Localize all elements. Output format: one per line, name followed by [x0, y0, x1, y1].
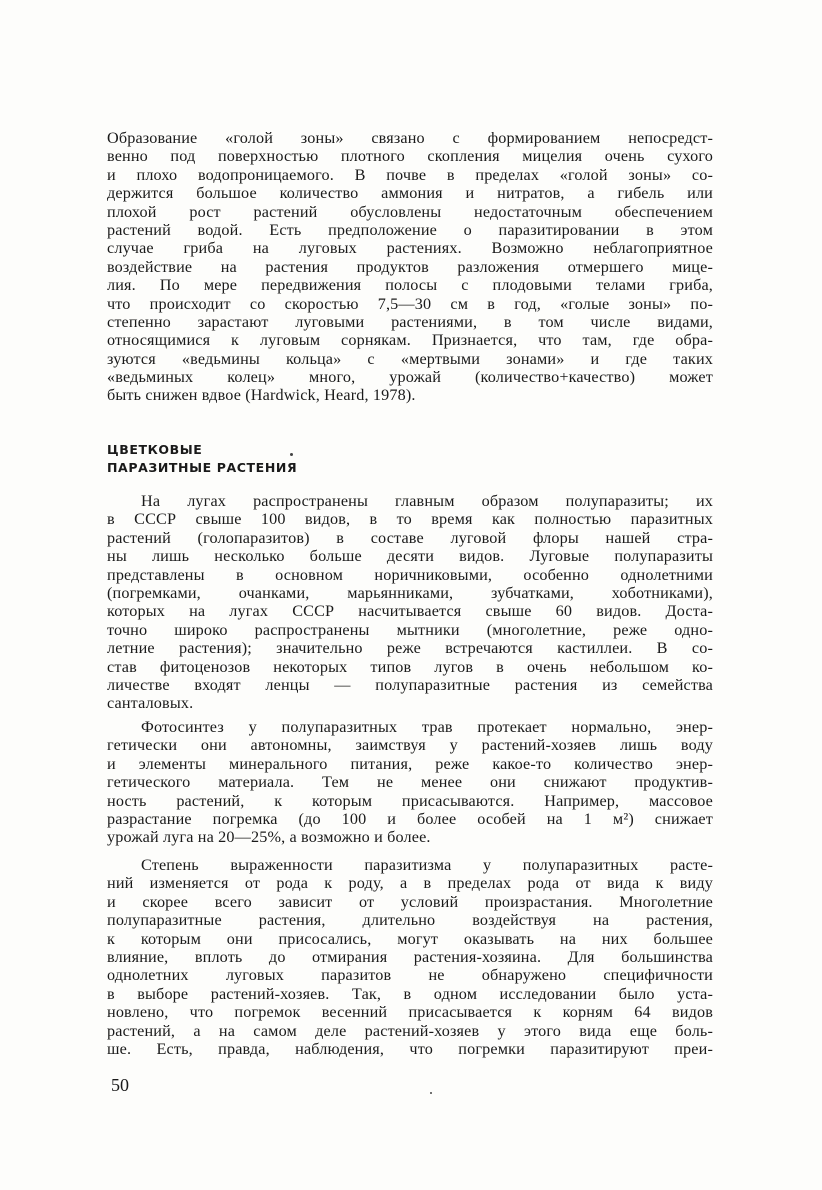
text-line: Фотосинтез у полупаразитных трав протекает нормально, энер- [141, 718, 713, 736]
text-line: растений (голопаразитов) в составе луговой флоры нашей стра- [107, 528, 713, 547]
text-line: ны лишь несколько больше десяти видов. Луговые полупаразиты [107, 547, 713, 566]
text-line: ше. Есть, правда, наблюдения, что погремки паразитируют преи- [107, 1039, 713, 1058]
section-heading-line-1: ЦВЕТКОВЫЕ [107, 442, 203, 457]
text-line: что происходит со скоростью 7,5—30 см в год, «голые зоны» по- [107, 294, 713, 313]
text-line: разрастание погремка (до 100 и более особей на 1 м²) снижает [107, 809, 713, 828]
print-speck [290, 453, 293, 456]
text-line: гетически они автономны, заимствуя у растений-хозяев лишь воду [107, 736, 713, 755]
paragraph-photosynthesis [107, 718, 713, 847]
text-line: (погремками, очанками, марьянниками, зубчатками, хоботниками), [107, 583, 713, 602]
text-line: в СССР свыше 100 видов, в то время как полностью паразитных [107, 510, 713, 529]
text-line: растений водой. Есть предположение о паразитировании в этом [107, 220, 713, 239]
text-line: ность растений, к которым присасываются. Например, массовое [107, 791, 713, 810]
text-line: воздействие на растения продуктов разложения отмершего мице- [107, 257, 713, 276]
text-line: однолетних луговых паразитов не обнаружено специфичности [107, 966, 713, 985]
paragraph-semiparasites [107, 492, 713, 713]
text-line: и скорее всего зависит от условий произрастания. Многолетние [107, 892, 713, 911]
text-line: зуются «ведьмины кольца» с «мертвыми зонами» и где таких [107, 349, 713, 368]
text-line: став фитоценозов некоторых типов лугов в очень небольшом ко- [107, 657, 713, 676]
text-line: в выборе растений-хозяев. Так, в одном исследовании было уста- [107, 984, 713, 1003]
text-line: венно под поверхностью плотного скопления мицелия очень сухого [107, 147, 713, 166]
text-line: степенно зарастают луговыми растениями, в том числе видами, [107, 312, 713, 331]
text-line: новлено, что погремок весенний присасывается к корням 64 видов [107, 1003, 713, 1022]
text-line: Степень выраженности паразитизма у полупаразитных расте- [141, 856, 713, 874]
text-line: быть снижен вдвое (Hardwick, Heard, 1978). [107, 386, 416, 405]
text-line: и элементы минерального питания, реже какое-то количество энер- [107, 754, 713, 773]
text-line: ний изменяется от рода к роду, а в пределах рода от вида к виду [107, 874, 713, 893]
text-line: санталовых. [107, 694, 194, 713]
text-line: урожай луга на 20—25%, а возможно и более. [107, 828, 431, 847]
text-line: гетического материала. Тем не менее они снижают продуктив- [107, 773, 713, 792]
text-line: личестве входят ленцы — полупаразитные растения из семейства [107, 675, 713, 694]
section-heading [107, 441, 297, 476]
paragraph-bare-zone [107, 129, 713, 405]
text-line: точно широко распространены мытники (многолетние, реже одно- [107, 620, 713, 639]
text-line: к которым они присосались, могут оказывать на них большее [107, 929, 713, 948]
text-line: представлены в основном норичниковыми, особенно однолетними [107, 565, 713, 584]
text-line: плохой рост растений обусловлены недостаточным обеспечением [107, 202, 713, 221]
text-line: «ведьминых колец» много, урожай (количество+качество) может [107, 368, 713, 387]
text-line: На лугах распространены главным образом полупаразиты; их [141, 492, 713, 510]
text-line: случае гриба на луговых растениях. Возможно неблагоприятное [107, 239, 713, 258]
print-speck [430, 1092, 432, 1094]
text-line: и плохо водопроницаемого. В почве в пределах «голой зоны» со- [107, 165, 713, 184]
page-number: 50 [111, 1075, 129, 1095]
text-line: Образование «голой зоны» связано с формированием непосредст- [107, 129, 713, 147]
text-line: растений, а на самом деле растений-хозяев у этого вида еще боль- [107, 1021, 713, 1040]
text-line: держится большое количество аммония и нитратов, а гибель или [107, 184, 713, 203]
text-line: полупаразитные растения, длительно воздействуя на растения, [107, 911, 713, 930]
text-line: относящимися к луговым сорнякам. Признается, что там, где обра- [107, 331, 713, 350]
text-line: летние растения); значительно реже встречаются кастиллеи. В со- [107, 639, 713, 658]
text-line: которых на лугах СССР насчитывается свыше 60 видов. Доста- [107, 602, 713, 621]
text-line: влияние, вплоть до отмирания растения-хозяина. Для большинства [107, 947, 713, 966]
text-line: лия. По мере передвижения полосы с плодовыми телами гриба, [107, 276, 713, 295]
paragraph-parasitism-degree [107, 856, 713, 1058]
section-heading-line-2: ПАРАЗИТНЫЕ РАСТЕНИЯ [107, 459, 298, 475]
